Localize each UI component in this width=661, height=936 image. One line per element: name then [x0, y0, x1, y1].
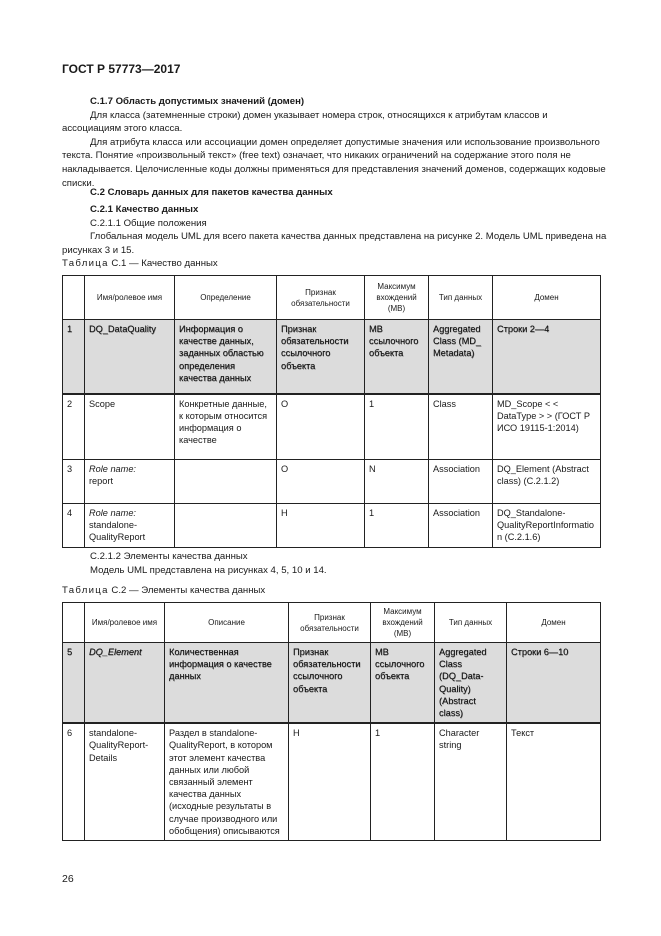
table1-header-domain: Домен	[493, 276, 601, 320]
table1-caption-word: Таблица	[62, 258, 109, 269]
table-row	[63, 504, 601, 548]
table1-header-num	[63, 276, 85, 320]
row-data-type: Association	[429, 460, 493, 504]
row-obligation: Н	[289, 723, 371, 840]
row-name	[85, 460, 175, 504]
row-domain: MD_Scope < < DataType > > (ГОСТ Р ИСО 19115-1:2014)	[493, 394, 601, 460]
row-number: 3	[63, 460, 85, 504]
row-max-occurrence: МВ ссылочного объекта	[365, 320, 429, 394]
row-description: Раздел в standalone-QualityReport, в котором этот элемент качества данных или любой связанный элемент качества данных (исходные результаты в случае производного или обобщения) описываются	[165, 723, 289, 840]
row-domain: Строки 6—10	[507, 643, 601, 724]
row-data-type: Aggregated Class (DQ_Data-Quality) (Abstract class)	[435, 643, 507, 724]
row-role-label: Role name:	[89, 508, 136, 518]
row-definition	[175, 460, 277, 504]
row-max-occurrence: 1	[365, 394, 429, 460]
row-domain: DQ_Standalone-QualityReportInformation (C.2.1.6)	[493, 504, 601, 548]
row-definition	[175, 504, 277, 548]
section-c17-paragraph-2: Для атрибута класса или ассоциации домен определяет допустимые значения или использование произвольного текста. Понятие «произвольный текст» (free text) означает, что никаких ограничений на содержание этого поля не накладывается. Целочисленные коды должны применяться для представления значений доменов, содержащих кодовые списки.	[62, 136, 606, 189]
row-data-type: Aggregated Class (MD_ Metadata)	[429, 320, 493, 394]
table1	[62, 275, 601, 548]
table1-header-row	[63, 276, 601, 320]
row-number: 5	[63, 643, 85, 724]
row-role-value: report	[89, 476, 114, 487]
row-description: Количественная информация о качестве данных	[165, 643, 289, 724]
section-c212-subtitle: С.2.1.2 Элементы качества данных	[90, 551, 248, 562]
table1-header-data-type: Тип данных	[429, 276, 493, 320]
row-name: DQ_Element	[85, 643, 165, 724]
table1-header-obligation: Признак обязательности	[277, 276, 365, 320]
table2-header-domain: Домен	[507, 603, 601, 643]
row-max-occurrence: 1	[371, 723, 435, 840]
row-obligation: Признак обязательности ссылочного объекта	[277, 320, 365, 394]
table2-caption	[62, 585, 265, 596]
table-row	[63, 320, 601, 394]
section-c2-title: С.2 Словарь данных для пакетов качества данных	[90, 187, 333, 198]
row-definition: Конкретные данные, к которым относится информация о качестве	[175, 394, 277, 460]
row-data-type: Association	[429, 504, 493, 548]
row-domain: Строки 2—4	[493, 320, 601, 394]
table1-caption-text: С.1 — Качество данных	[111, 258, 218, 269]
row-obligation: Признак обязательности ссылочного объекта	[289, 643, 371, 724]
table2-header-obligation: Признак обязательности	[289, 603, 371, 643]
row-name: DQ_DataQuality	[85, 320, 175, 394]
section-c2	[62, 186, 608, 200]
document-header: ГОСТ Р 57773—2017	[62, 62, 181, 76]
table-row	[63, 643, 601, 724]
row-name: Scope	[85, 394, 175, 460]
table1-header-max-occurrence: Максимум вхождений (МВ)	[365, 276, 429, 320]
row-number: 4	[63, 504, 85, 548]
row-domain: DQ_Element (Abstract class) (C.2.1.2)	[493, 460, 601, 504]
row-number: 1	[63, 320, 85, 394]
section-c212-paragraph: Модель UML представлена на рисунках 4, 5, 10 и 14.	[90, 564, 327, 576]
row-definition: Информация о качестве данных, заданных областью определения качества данных	[175, 320, 277, 394]
row-data-type: Class	[429, 394, 493, 460]
section-c212	[62, 550, 608, 577]
table2-header-num	[63, 603, 85, 643]
page-number: 26	[62, 873, 74, 885]
row-obligation: O	[277, 460, 365, 504]
row-max-occurrence: 1	[365, 504, 429, 548]
row-obligation: O	[277, 394, 365, 460]
row-obligation: Н	[277, 504, 365, 548]
table2-caption-text: С.2 — Элементы качества данных	[111, 585, 266, 596]
row-name	[85, 504, 175, 548]
section-c17	[62, 95, 608, 190]
row-role-label: Role name:	[89, 464, 136, 474]
row-name: standalone-QualityReport-Details	[85, 723, 165, 840]
row-data-type: Character string	[435, 723, 507, 840]
row-role-value: standalone-QualityReport	[89, 520, 146, 543]
table-row	[63, 460, 601, 504]
section-c21-subtitle: С.2.1.1 Общие положения	[90, 217, 207, 229]
table2-header-max-occurrence: Максимум вхождений (МВ)	[371, 603, 435, 643]
section-c21-title: С.2.1 Качество данных	[90, 204, 199, 215]
table-row	[63, 723, 601, 840]
section-c21-paragraph: Глобальная модель UML для всего пакета качества данных представлена на рисунке 2. Модель UML приведена на рисунках 3 и 15.	[62, 231, 607, 256]
table1-caption	[62, 258, 218, 269]
row-domain: Текст	[507, 723, 601, 840]
table1-header-name: Имя/ролевое имя	[85, 276, 175, 320]
table2-caption-word: Таблица	[62, 585, 109, 596]
table-row	[63, 394, 601, 460]
row-number: 2	[63, 394, 85, 460]
table2	[62, 602, 601, 841]
row-max-occurrence: N	[365, 460, 429, 504]
table2-header-data-type: Тип данных	[435, 603, 507, 643]
section-c21	[62, 203, 608, 257]
section-c17-paragraph-1: Для класса (затемненные строки) домен указывает номера строк, относящихся к атрибутам классов и ассоциациям этого класса.	[62, 109, 548, 135]
row-max-occurrence: МВ ссылочного объекта	[371, 643, 435, 724]
table2-header-row	[63, 603, 601, 643]
table1-header-definition: Определение	[175, 276, 277, 320]
row-number: 6	[63, 723, 85, 840]
table2-header-description: Описание	[165, 603, 289, 643]
section-c17-title: С.1.7 Область допустимых значений (домен)	[90, 96, 305, 107]
table2-header-name: Имя/ролевое имя	[85, 603, 165, 643]
